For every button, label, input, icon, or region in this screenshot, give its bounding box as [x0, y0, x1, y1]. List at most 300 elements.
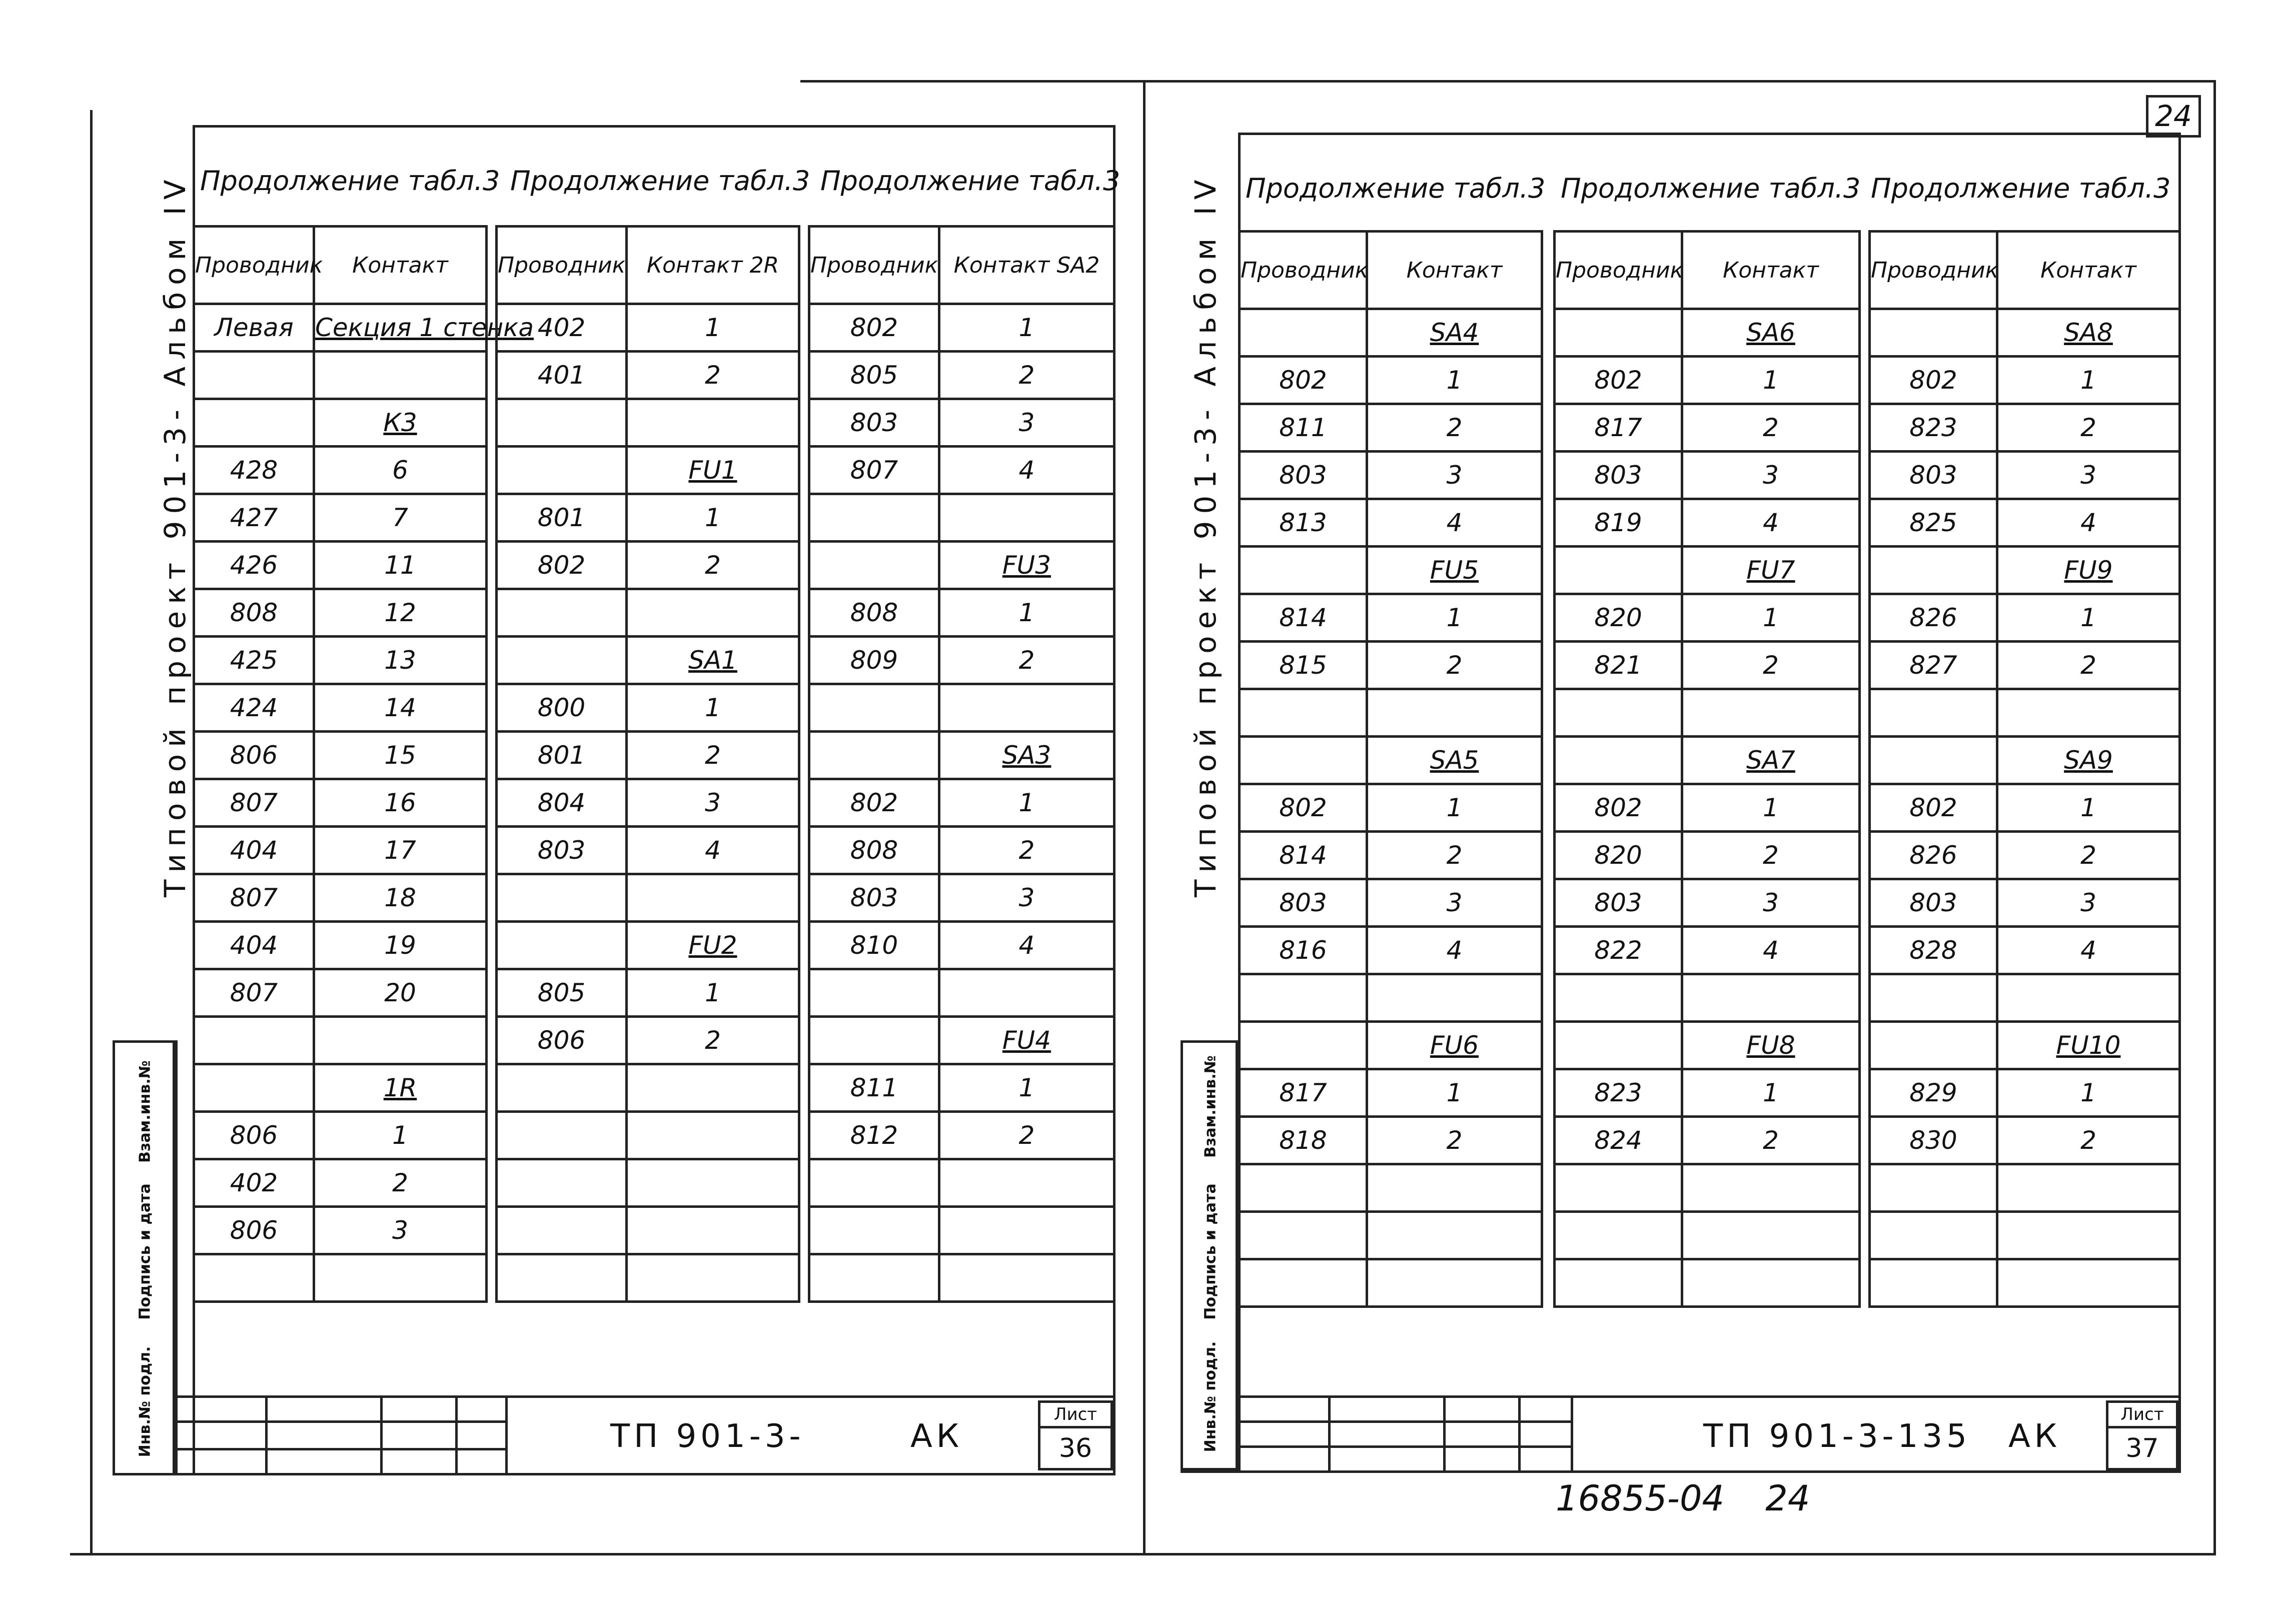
table-row [1870, 547, 2180, 594]
contact-cell: FU8 [1682, 1022, 1860, 1069]
wire-table [495, 225, 800, 1303]
contact-cell: FU9 [1997, 547, 2180, 594]
table-row [1240, 1212, 1542, 1259]
table-row [1240, 547, 1542, 594]
table-row [1555, 832, 1860, 879]
table-row [497, 969, 799, 1017]
conductor-cell: 824 [1555, 1117, 1682, 1164]
table-row [809, 922, 1114, 969]
table-row [497, 637, 799, 684]
contact-cell [314, 1254, 487, 1302]
left-doc-mark: АК [910, 1418, 963, 1455]
right-sheet-box [2106, 1400, 2178, 1470]
conductor-cell [497, 637, 627, 684]
table-row [809, 1112, 1114, 1159]
table-row [194, 637, 487, 684]
conductor-cell [497, 874, 627, 922]
table-row [1240, 1164, 1542, 1212]
conductor-cell: 805 [497, 969, 627, 1017]
right-doc-code: ТП 901-3-135 [1703, 1418, 1971, 1455]
contact-cell: 2 [1997, 642, 2180, 689]
table-row [809, 542, 1114, 589]
conductor-cell [497, 1064, 627, 1112]
table-row [1555, 784, 1860, 832]
conductor-cell [194, 1017, 314, 1064]
contact-cell: FU4 [939, 1017, 1114, 1064]
contact-cell: 17 [314, 827, 487, 874]
table-row [194, 1017, 487, 1064]
table-row [497, 779, 799, 827]
conductor-cell [1555, 1212, 1682, 1259]
conductor-cell [809, 1017, 939, 1064]
col-header-conductor: Проводник [1870, 232, 1997, 309]
table-row [809, 589, 1114, 637]
table-row [497, 827, 799, 874]
conductor-cell [1240, 1022, 1367, 1069]
contact-cell: 1 [1682, 784, 1860, 832]
right-table-1 [1238, 230, 1543, 1308]
table-row [809, 637, 1114, 684]
contact-cell: 3 [314, 1207, 487, 1254]
conductor-cell: 803 [1555, 879, 1682, 927]
contact-cell: 1 [1682, 1069, 1860, 1117]
conductor-cell [1240, 689, 1367, 737]
contact-cell [1682, 974, 1860, 1022]
contact-cell: 2 [627, 542, 799, 589]
table-row [1555, 1259, 1860, 1307]
table-row [194, 922, 487, 969]
tb-col [265, 1395, 268, 1475]
conductor-cell [1240, 309, 1367, 357]
conductor-cell [497, 399, 627, 447]
conductor-cell: 814 [1240, 594, 1367, 642]
stamp-inv-label: Инв.№ подл. [1202, 1341, 1220, 1452]
conductor-cell: 804 [497, 779, 627, 827]
contact-cell: 4 [1997, 499, 2180, 547]
stamp-sign-label: Подпись и дата [136, 1183, 154, 1320]
corner-page-box [2146, 95, 2201, 138]
right-stamp-strip [1181, 1040, 1238, 1470]
conductor-cell [497, 1254, 627, 1302]
tb-col [455, 1395, 458, 1475]
col-header-conductor: Проводник [497, 227, 627, 304]
table-row [1240, 927, 1542, 974]
table-row [809, 684, 1114, 732]
stamp-replace-label: Взам.инв.№ [1202, 1055, 1220, 1158]
conductor-cell: 802 [1870, 357, 1997, 404]
conductor-cell: 800 [497, 684, 627, 732]
table-row [809, 1064, 1114, 1112]
conductor-cell [1555, 1259, 1682, 1307]
table-row [1555, 1022, 1860, 1069]
table-row [1870, 594, 2180, 642]
table-row [1555, 974, 1860, 1022]
bottom-archive-code [1556, 1478, 1810, 1519]
conductor-cell [1240, 1212, 1367, 1259]
contact-cell: 2 [627, 732, 799, 779]
col-header-contact: Контакт [1367, 232, 1542, 309]
conductor-cell: 802 [809, 304, 939, 352]
contact-cell: SA8 [1997, 309, 2180, 357]
table-row [194, 447, 487, 494]
table-header-row [809, 227, 1114, 304]
wire-table [193, 225, 534, 1303]
contact-cell [627, 1207, 799, 1254]
col-header-conductor: Проводник [809, 227, 939, 304]
table-row [497, 1017, 799, 1064]
table-row [809, 304, 1114, 352]
contact-cell: 7 [314, 494, 487, 542]
contact-cell: 16 [314, 779, 487, 827]
table-row [1240, 832, 1542, 879]
contact-cell [627, 1159, 799, 1207]
stamp-replace-label: Взам.инв.№ [136, 1060, 154, 1163]
table-row [194, 1254, 487, 1302]
right-sheet-frame-top [1238, 133, 2178, 135]
conductor-cell [809, 1207, 939, 1254]
sheet-number: 36 [1058, 1433, 1092, 1463]
table-row [497, 732, 799, 779]
conductor-cell: 807 [809, 447, 939, 494]
stamp-sign-label: Подпись и дата [1202, 1183, 1220, 1320]
conductor-cell: 426 [194, 542, 314, 589]
table-row [809, 969, 1114, 1017]
table-row [497, 1254, 799, 1302]
table-row [1555, 1069, 1860, 1117]
conductor-cell: 807 [194, 874, 314, 922]
contact-cell [1997, 1259, 2180, 1307]
contact-cell: 19 [314, 922, 487, 969]
contact-cell: 3 [939, 399, 1114, 447]
conductor-cell: 803 [1870, 452, 1997, 499]
contact-cell: FU2 [627, 922, 799, 969]
conductor-cell [194, 1064, 314, 1112]
contact-cell: 3 [1682, 879, 1860, 927]
conductor-cell: 425 [194, 637, 314, 684]
col-header-contact: Контакт [1997, 232, 2180, 309]
tb-top-line [1238, 1395, 2181, 1398]
table-row [1870, 357, 2180, 404]
contact-cell: SA1 [627, 637, 799, 684]
contact-cell: 4 [1682, 499, 1860, 547]
table-row [497, 922, 799, 969]
conductor-cell [1870, 737, 1997, 784]
table-row [809, 827, 1114, 874]
table-row [1240, 737, 1542, 784]
contact-cell: 1 [1997, 1069, 2180, 1117]
table-row [1870, 642, 2180, 689]
table-row [1870, 1022, 2180, 1069]
conductor-cell: 402 [497, 304, 627, 352]
table-row [1555, 879, 1860, 927]
archive-page: 24 [1765, 1478, 1810, 1519]
contact-cell: 1 [1367, 594, 1542, 642]
tb-col [1328, 1395, 1331, 1473]
contact-cell: 2 [627, 352, 799, 399]
table-row [1870, 309, 2180, 357]
conductor-cell: 427 [194, 494, 314, 542]
contact-cell: 2 [1367, 404, 1542, 452]
left-sheet-box [1038, 1400, 1113, 1470]
conductor-cell: 802 [1555, 784, 1682, 832]
table-row [1555, 927, 1860, 974]
table-row [497, 399, 799, 447]
table-row [194, 542, 487, 589]
conductor-cell [1555, 737, 1682, 784]
conductor-cell: 802 [1870, 784, 1997, 832]
col-header-contact: Контакт [314, 227, 487, 304]
wire-table [1868, 230, 2181, 1308]
wire-table [808, 225, 1115, 1303]
contact-cell: 1R [314, 1064, 487, 1112]
table-header-row [194, 227, 487, 304]
contact-cell: 4 [1682, 927, 1860, 974]
contact-cell: 3 [1997, 879, 2180, 927]
table-row [1555, 452, 1860, 499]
contact-cell: 1 [1367, 357, 1542, 404]
conductor-cell: 814 [1240, 832, 1367, 879]
contact-cell: 1 [939, 589, 1114, 637]
contact-cell [939, 969, 1114, 1017]
contact-cell: 4 [1367, 499, 1542, 547]
conductor-cell: 819 [1555, 499, 1682, 547]
contact-cell: 2 [1682, 832, 1860, 879]
table-row [194, 827, 487, 874]
contact-cell: 15 [314, 732, 487, 779]
table-row [1240, 357, 1542, 404]
table-row [194, 352, 487, 399]
contact-cell: 6 [314, 447, 487, 494]
table-row [809, 732, 1114, 779]
table-row [1555, 594, 1860, 642]
table-row [1240, 879, 1542, 927]
contact-cell: 1 [939, 304, 1114, 352]
table-row [809, 1159, 1114, 1207]
table-row [1870, 879, 2180, 927]
wire-table [1238, 230, 1543, 1308]
conductor-cell: 803 [1555, 452, 1682, 499]
conductor-cell [1555, 309, 1682, 357]
conductor-cell: 402 [194, 1159, 314, 1207]
conductor-cell: 808 [809, 589, 939, 637]
contact-cell: SA6 [1682, 309, 1860, 357]
conductor-cell: 802 [1555, 357, 1682, 404]
conductor-cell [1870, 309, 1997, 357]
conductor-cell [1240, 1259, 1367, 1307]
table-row [1870, 737, 2180, 784]
contact-cell: 1 [939, 779, 1114, 827]
contact-cell: 2 [1997, 832, 2180, 879]
table-row [1555, 309, 1860, 357]
conductor-cell: 806 [194, 1112, 314, 1159]
conductor-cell [809, 494, 939, 542]
table-row [1870, 499, 2180, 547]
conductor-cell: 810 [809, 922, 939, 969]
table-row [1870, 689, 2180, 737]
conductor-cell [809, 1159, 939, 1207]
contact-cell: Секция 1 стенка [314, 304, 487, 352]
table-row [1555, 499, 1860, 547]
table-row [1870, 1212, 2180, 1259]
table-row [1240, 499, 1542, 547]
contact-cell [939, 494, 1114, 542]
left-table-2 [495, 225, 800, 1303]
conductor-cell: 826 [1870, 832, 1997, 879]
contact-cell: 1 [627, 684, 799, 732]
conductor-cell [1870, 547, 1997, 594]
left-stamp-strip [113, 1040, 175, 1475]
left-table3-title: Продолжение табл.3 [820, 165, 1120, 197]
table-row [1870, 974, 2180, 1022]
table-row [194, 684, 487, 732]
contact-cell: SA7 [1682, 737, 1860, 784]
contact-cell: 2 [939, 1112, 1114, 1159]
contact-cell: 2 [1367, 832, 1542, 879]
conductor-cell: 802 [497, 542, 627, 589]
contact-cell: 1 [1367, 1069, 1542, 1117]
conductor-cell: 428 [194, 447, 314, 494]
conductor-cell: 817 [1240, 1069, 1367, 1117]
conductor-cell [1870, 974, 1997, 1022]
right-table3-title: Продолжение табл.3 [1871, 173, 2171, 204]
table-row [1555, 404, 1860, 452]
table-row [809, 874, 1114, 922]
col-header-contact: Контакт SA2 [939, 227, 1114, 304]
conductor-cell: 803 [809, 874, 939, 922]
conductor-cell [1240, 547, 1367, 594]
tb-col [1518, 1395, 1521, 1473]
conductor-cell [194, 1254, 314, 1302]
sheet-label: Лист [1040, 1403, 1110, 1428]
contact-cell: 13 [314, 637, 487, 684]
conductor-cell [497, 1159, 627, 1207]
contact-cell: 4 [627, 827, 799, 874]
contact-cell: 1 [1682, 594, 1860, 642]
conductor-cell: 817 [1555, 404, 1682, 452]
table-row [497, 1112, 799, 1159]
table-row [1555, 689, 1860, 737]
contact-cell: 3 [1682, 452, 1860, 499]
table-row [809, 1254, 1114, 1302]
table-row [1870, 832, 2180, 879]
right-table2-title: Продолжение табл.3 [1561, 173, 1861, 204]
conductor-cell: 826 [1870, 594, 1997, 642]
left-sheet-frame-top [193, 125, 1113, 128]
contact-cell [627, 1112, 799, 1159]
sheet-divider [1143, 80, 1146, 1555]
conductor-cell: 822 [1555, 927, 1682, 974]
contact-cell [1367, 1212, 1542, 1259]
conductor-cell: 830 [1870, 1117, 1997, 1164]
contact-cell: 14 [314, 684, 487, 732]
table-row [194, 494, 487, 542]
table-row [1555, 1212, 1860, 1259]
contact-cell: 2 [1682, 1117, 1860, 1164]
contact-cell: 4 [1367, 927, 1542, 974]
table-row [1240, 452, 1542, 499]
table-row [1555, 547, 1860, 594]
left-table1-title: Продолжение табл.3 [200, 165, 500, 197]
table-row [1870, 404, 2180, 452]
conductor-cell: 803 [497, 827, 627, 874]
table-row [194, 732, 487, 779]
left-title-block [175, 1395, 1115, 1475]
left-table2-title: Продолжение табл.3 [510, 165, 810, 197]
conductor-cell: 828 [1870, 927, 1997, 974]
contact-cell: К3 [314, 399, 487, 447]
contact-cell: 4 [1997, 927, 2180, 974]
contact-cell: 1 [1367, 784, 1542, 832]
table-row [1240, 1259, 1542, 1307]
left-doc-code: ТП 901-3- [610, 1418, 805, 1455]
contact-cell: FU7 [1682, 547, 1860, 594]
contact-cell [627, 1254, 799, 1302]
table-header-row [497, 227, 799, 304]
tb-mid-line-2 [1238, 1445, 1573, 1448]
contact-cell: 2 [939, 637, 1114, 684]
conductor-cell [809, 684, 939, 732]
contact-cell [627, 399, 799, 447]
contact-cell [1997, 1164, 2180, 1212]
conductor-cell [497, 1112, 627, 1159]
contact-cell [1997, 974, 2180, 1022]
table-row [1870, 1069, 2180, 1117]
conductor-cell [1240, 974, 1367, 1022]
contact-cell: 2 [1682, 642, 1860, 689]
contact-cell [1367, 689, 1542, 737]
conductor-cell [1240, 737, 1367, 784]
contact-cell: 2 [1997, 1117, 2180, 1164]
contact-cell: 2 [1367, 1117, 1542, 1164]
sheet-number: 37 [2125, 1433, 2159, 1463]
contact-cell [1997, 1212, 2180, 1259]
conductor-cell: 808 [194, 589, 314, 637]
contact-cell: 1 [1997, 594, 2180, 642]
tb-col [1571, 1395, 1573, 1473]
table-row [1870, 1259, 2180, 1307]
table-header-row [1240, 232, 1542, 309]
table-row [497, 447, 799, 494]
table-row [497, 684, 799, 732]
right-doc-mark: АК [2008, 1418, 2061, 1455]
table-row [194, 399, 487, 447]
table-row [1870, 1164, 2180, 1212]
table-row [497, 589, 799, 637]
col-header-contact: Контакт 2R [627, 227, 799, 304]
conductor-cell [809, 542, 939, 589]
right-title-block [1238, 1395, 2181, 1473]
col-header-conductor: Проводник [194, 227, 314, 304]
table-row [809, 494, 1114, 542]
table-row [194, 779, 487, 827]
contact-cell: 1 [627, 969, 799, 1017]
conductor-cell [1870, 1259, 1997, 1307]
table-row [1555, 642, 1860, 689]
contact-cell: 1 [939, 1064, 1114, 1112]
tb-col [1443, 1395, 1446, 1473]
conductor-cell: 807 [194, 779, 314, 827]
conductor-cell [497, 922, 627, 969]
contact-cell [314, 1017, 487, 1064]
contact-cell: 2 [314, 1159, 487, 1207]
table-row [497, 542, 799, 589]
table-row [1870, 927, 2180, 974]
contact-cell [627, 1064, 799, 1112]
contact-cell: 2 [1367, 642, 1542, 689]
conductor-cell [1870, 689, 1997, 737]
contact-cell: 2 [1997, 404, 2180, 452]
contact-cell: 12 [314, 589, 487, 637]
